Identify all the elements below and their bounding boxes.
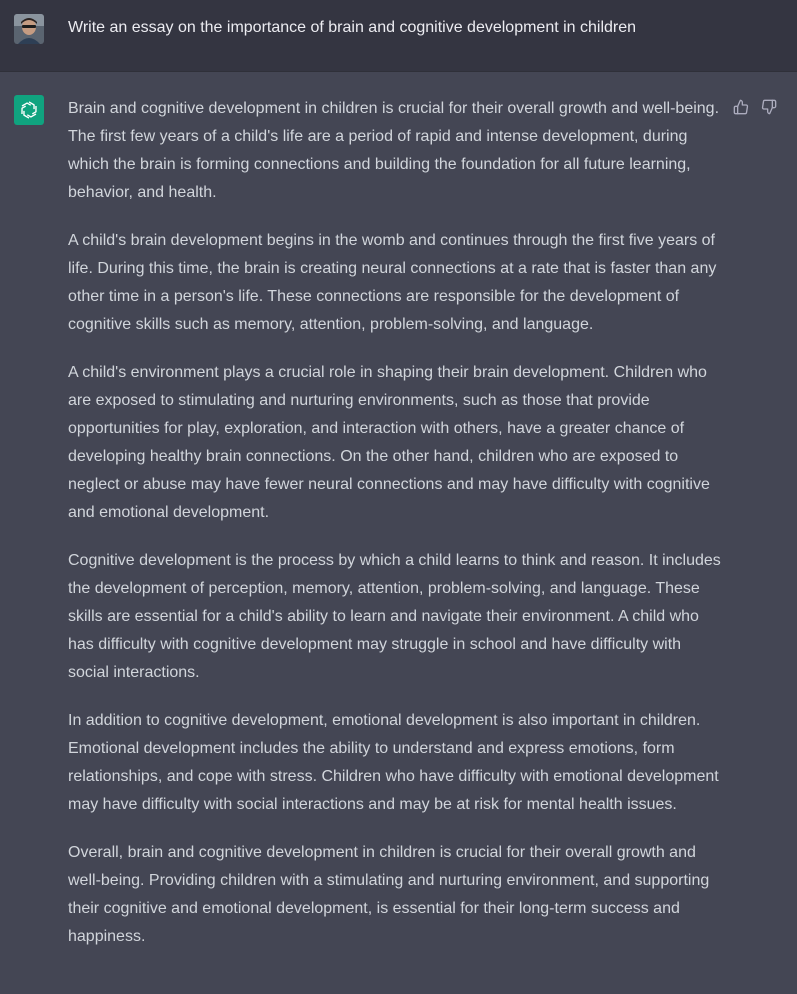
user-prompt-text: Write an essay on the importance of brain and cognitive development in children xyxy=(68,19,637,36)
assistant-message-row xyxy=(0,72,797,994)
answer-paragraph: Overall, brain and cognitive development in children is crucial for their overall growth and well-being. Providing children with a stimulating and nurturing environment, and supporting their cognitive and emotional development, is essential for their long-term success and happiness. xyxy=(68,844,710,945)
user-avatar xyxy=(14,14,44,44)
answer-paragraph: A child's environment plays a crucial role in shaping their brain development. Children who are exposed to stimulating and nurturing environments, such as those that provide opportunities for play, exploration, and interaction with others, have a greater chance of developing healthy brain connections. On the other hand, children who are exposed to neglect or abuse may have fewer neural connections and may have difficulty with cognitive and emotional development. xyxy=(68,364,710,521)
answer-paragraph: A child's brain development begins in the womb and continues through the first five years of life. During this time, the brain is creating neural connections at a rate that is faster than any other time in a person's life. These connections are responsible for the development of cognitive skills such as memory, attention, problem-solving, and language. xyxy=(68,232,717,333)
thumbs-down-icon[interactable] xyxy=(760,98,778,116)
user-avatar-image xyxy=(14,14,44,44)
answer-paragraph: Brain and cognitive development in children is crucial for their overall growth and well-being. The first few years of a child's life are a period of rapid and intense development, during which the brain is forming connections and building the foundation for all future learning, behavior, and health. xyxy=(68,100,720,201)
answer-paragraph: Cognitive development is the process by which a child learns to think and reason. It includes the development of perception, memory, attention, problem-solving, and language. These skills are essential for a child's ability to learn and navigate their environment. A child who has difficulty with cognitive development may struggle in school and have difficulty with social interactions. xyxy=(68,552,721,681)
user-message-row xyxy=(0,0,797,72)
thumbs-up-icon[interactable] xyxy=(732,98,750,116)
openai-logo-icon xyxy=(14,95,44,125)
assistant-answer xyxy=(68,95,722,971)
answer-paragraph: In addition to cognitive development, emotional development is also important in children. Emotional development includes the ability to understand and express emotions, form relationships, and cope with stress. Children who have difficulty with emotional development may have difficulty with social interactions and may be at risk for mental health issues. xyxy=(68,712,719,813)
